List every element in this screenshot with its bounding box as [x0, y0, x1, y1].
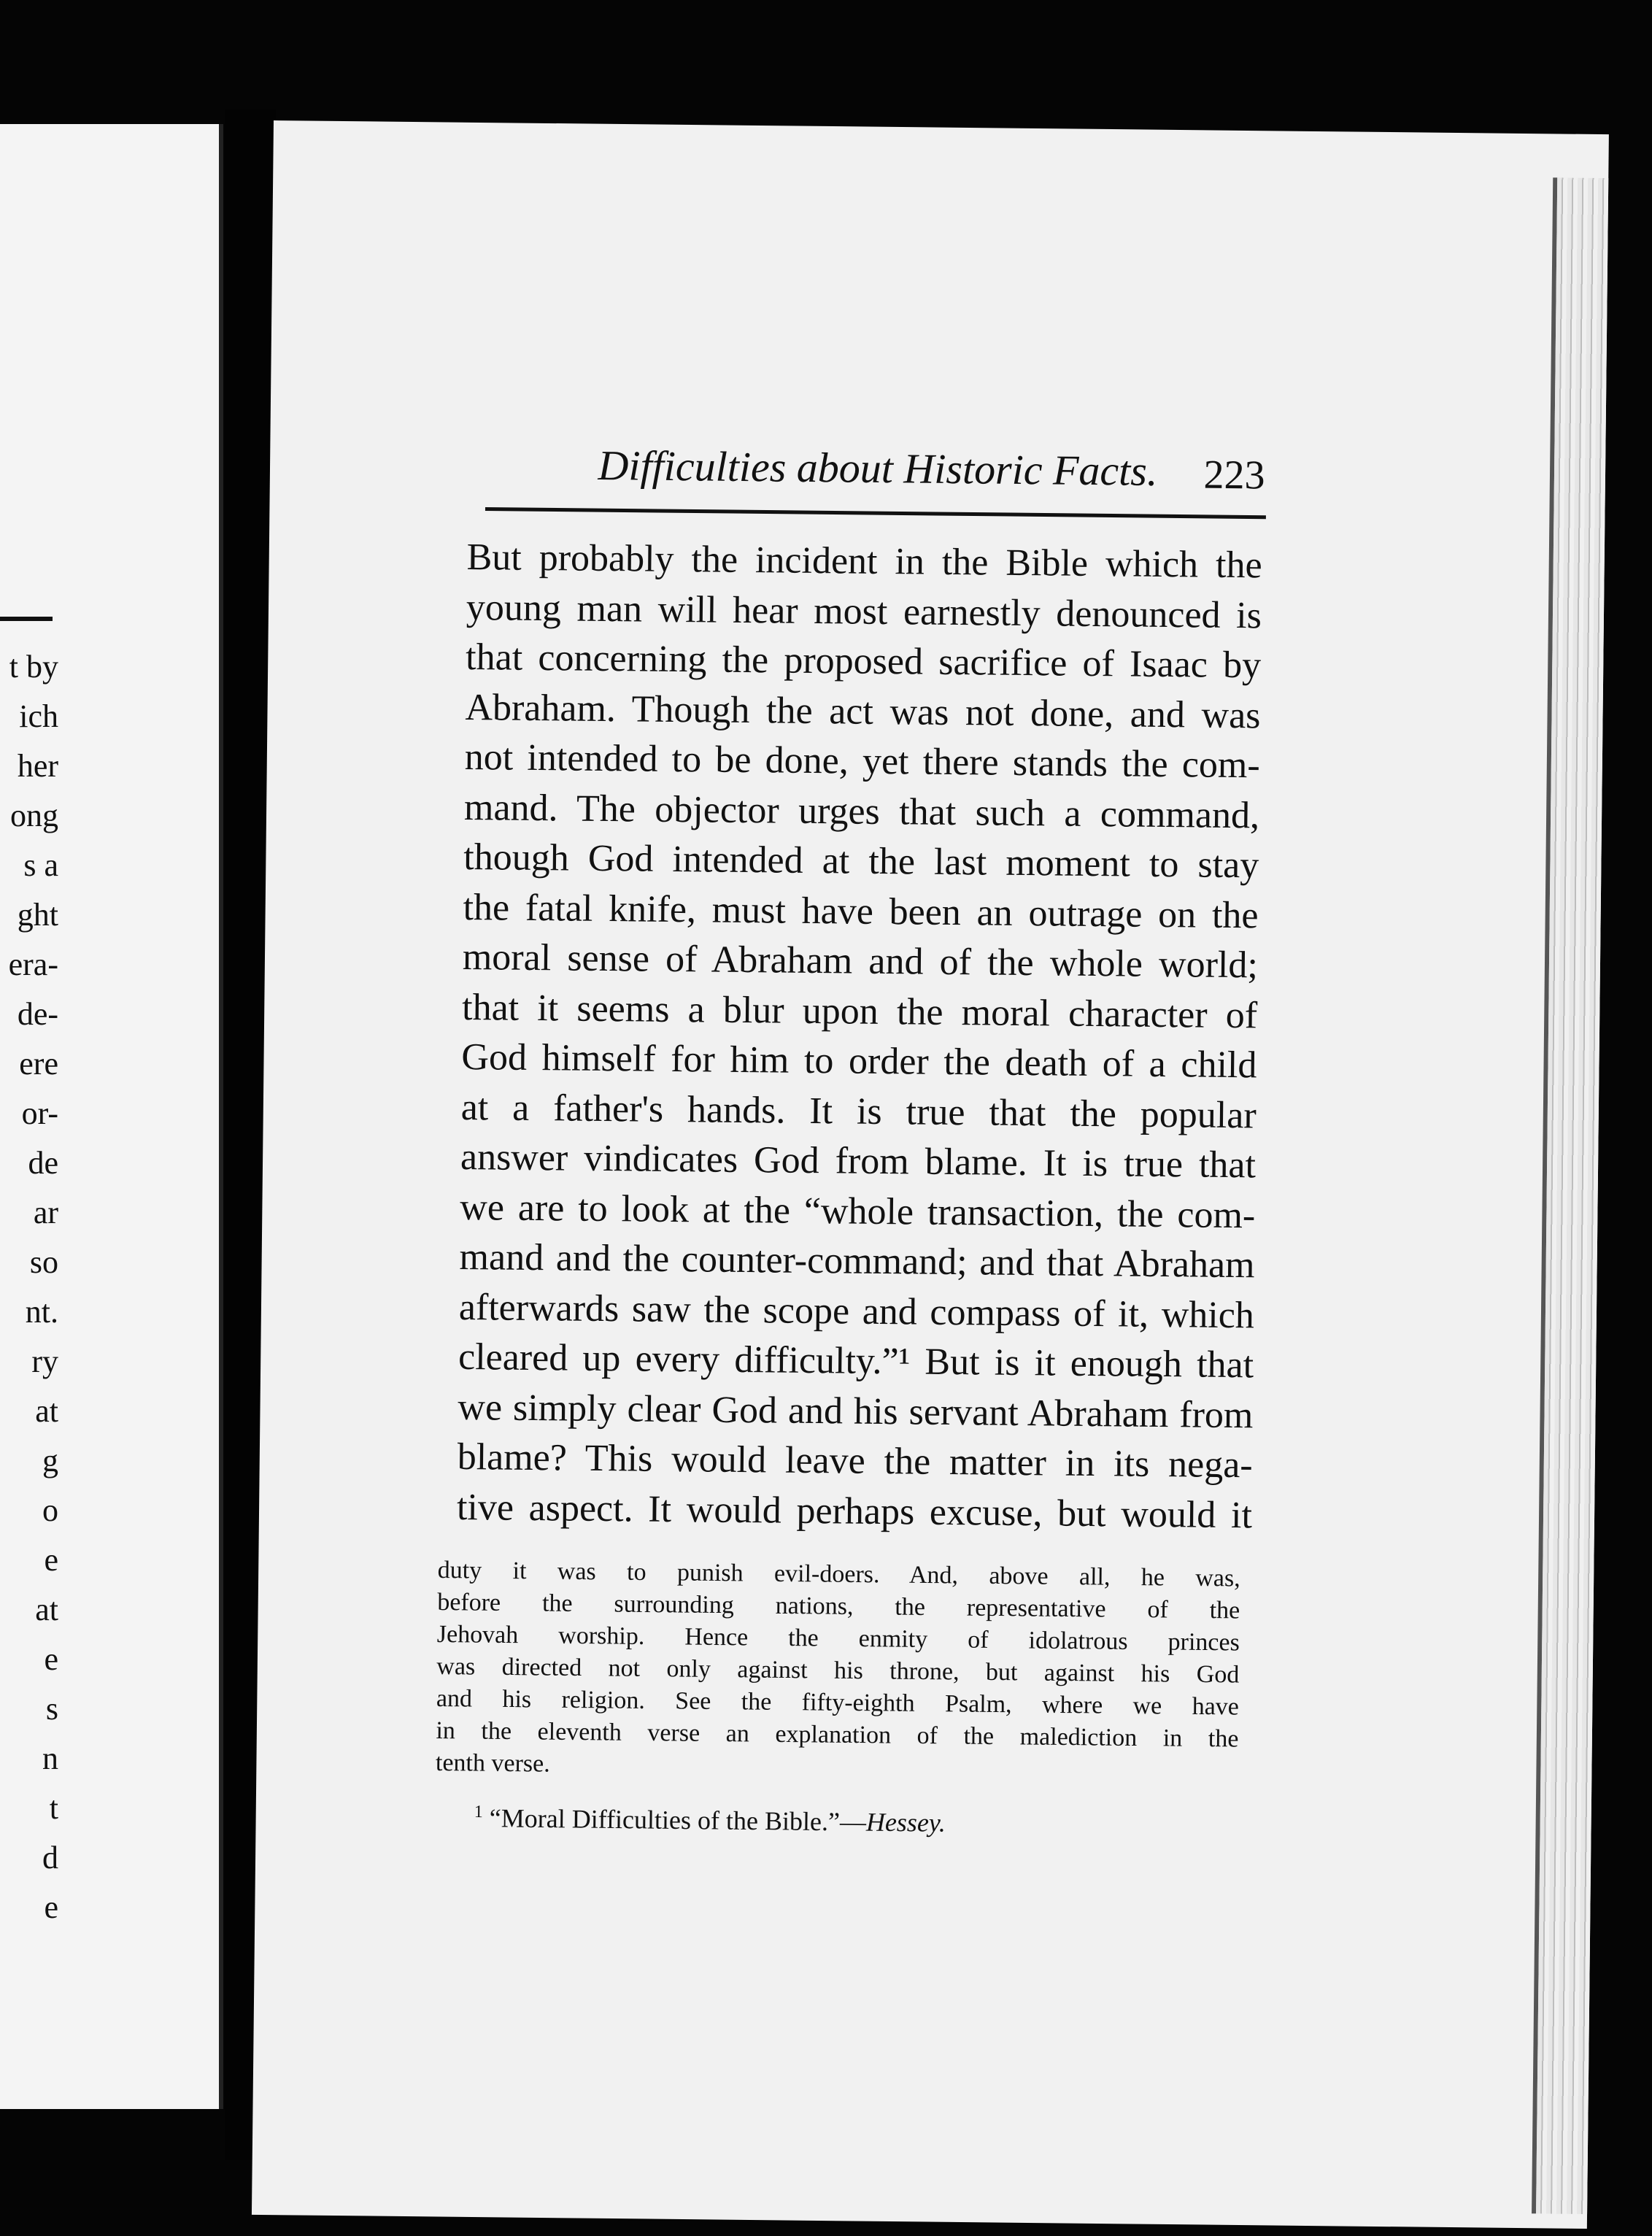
- previous-page-fragment: [0, 124, 223, 2109]
- previous-page-line: e: [44, 1889, 58, 1925]
- page-number: 223: [1203, 452, 1265, 498]
- body-text-line: that concerning the proposed sacrifice of Isaac by: [465, 636, 1262, 687]
- running-title: Difficulties about Historic Facts.: [598, 441, 1158, 496]
- previous-page-line-endings: [0, 642, 58, 1932]
- previous-page-line: o: [42, 1492, 58, 1528]
- body-text-line: young man will hear most earnestly denounced is: [466, 586, 1262, 636]
- previous-page-line: nt.: [25, 1294, 58, 1330]
- previous-page-rule: [0, 617, 53, 621]
- body-text-line: cleared up every difficulty.”¹ But is it enough that: [458, 1335, 1254, 1387]
- body-text-line: we simply clear God and his servant Abraham from: [458, 1386, 1254, 1436]
- previous-page-line: e: [44, 1641, 58, 1677]
- footnote-line: Jehovah worship. Hence the enmity of idolatrous princes: [436, 1620, 1240, 1657]
- body-text-line: at a father's hands. It is true that the popular: [460, 1086, 1257, 1136]
- previous-page-line: ong: [10, 798, 58, 833]
- footnote-continuation: [436, 1554, 1240, 1788]
- footnote-marker: 1: [474, 1803, 483, 1822]
- page-edges: [1536, 177, 1608, 2214]
- body-text-line: answer vindicates God from blame. It is true that: [460, 1136, 1257, 1187]
- previous-page-line: s: [45, 1691, 58, 1727]
- body-text-line: God himself for him to order the death of a child: [461, 1036, 1257, 1087]
- previous-page-line: ere: [19, 1046, 58, 1082]
- body-text-line: that it seems a blur upon the moral character of: [461, 986, 1258, 1036]
- previous-page-line: era-: [8, 947, 58, 982]
- previous-page-line: s a: [23, 847, 58, 883]
- footnote-line: tenth verse.: [435, 1749, 550, 1778]
- body-text-line: blame? This would leave the matter in its nega-: [457, 1435, 1253, 1487]
- body-text: [457, 533, 1262, 1541]
- previous-page-line: ar: [33, 1195, 58, 1230]
- previous-page-line: ich: [19, 698, 58, 734]
- body-text-line: tive aspect. It would perhaps excuse, but would it: [456, 1486, 1253, 1536]
- previous-page-line: at: [35, 1393, 58, 1429]
- footnote-line: duty it was to punish evil-doers. And, above all, he was,: [437, 1556, 1240, 1592]
- previous-page-line: t: [49, 1790, 58, 1826]
- previous-page-line: or-: [21, 1095, 58, 1131]
- body-text-line: moral sense of Abraham and of the whole world;: [462, 936, 1259, 987]
- body-text-line: not intended to be done, yet there stands the com-: [464, 736, 1261, 787]
- body-text-line: mand. The objector urges that such a command,: [463, 786, 1260, 836]
- footnote-line: and his religion. See the fifty-eighth Psalm, where we have: [436, 1684, 1240, 1721]
- footnote-citation: “Moral Difficulties of the Bible.”—: [489, 1803, 867, 1837]
- footnote: [474, 1803, 946, 1838]
- body-text-line: Abraham. Though the act was not done, and was: [465, 686, 1261, 736]
- page-header: [320, 438, 1270, 514]
- body-text-line: we are to look at the “whole transaction, the com-: [460, 1186, 1256, 1236]
- previous-page-line: de-: [17, 996, 58, 1032]
- previous-page-line: t by: [9, 649, 58, 685]
- previous-page-line: n: [42, 1740, 58, 1776]
- previous-page-line: so: [29, 1244, 58, 1280]
- previous-page-line: her: [17, 748, 58, 784]
- footnote-line: in the eleventh verse an explanation of the malediction in the: [436, 1716, 1239, 1753]
- previous-page-line: ght: [17, 897, 58, 933]
- body-text-line: the fatal knife, must have been an outrage on the: [463, 886, 1259, 936]
- previous-page-line: at: [35, 1592, 58, 1627]
- previous-page-line: g: [42, 1443, 58, 1479]
- footnote-line: before the surrounding nations, the representative of the: [437, 1588, 1240, 1624]
- footnote-author: Hessey.: [865, 1807, 946, 1838]
- previous-page-line: d: [42, 1840, 58, 1875]
- footnote-line: was directed not only against his throne, but against his God: [436, 1652, 1240, 1689]
- previous-page-line: e: [44, 1542, 58, 1578]
- previous-page-line: de: [28, 1145, 58, 1181]
- body-text-line: But probably the incident in the Bible which the: [466, 536, 1262, 587]
- body-text-line: though God intended at the last moment to stay: [463, 836, 1259, 887]
- body-text-line: mand and the counter-command; and that Abraham: [459, 1235, 1255, 1287]
- body-text-line: afterwards saw the scope and compass of it, which: [458, 1286, 1255, 1336]
- previous-page-line: ry: [31, 1343, 58, 1379]
